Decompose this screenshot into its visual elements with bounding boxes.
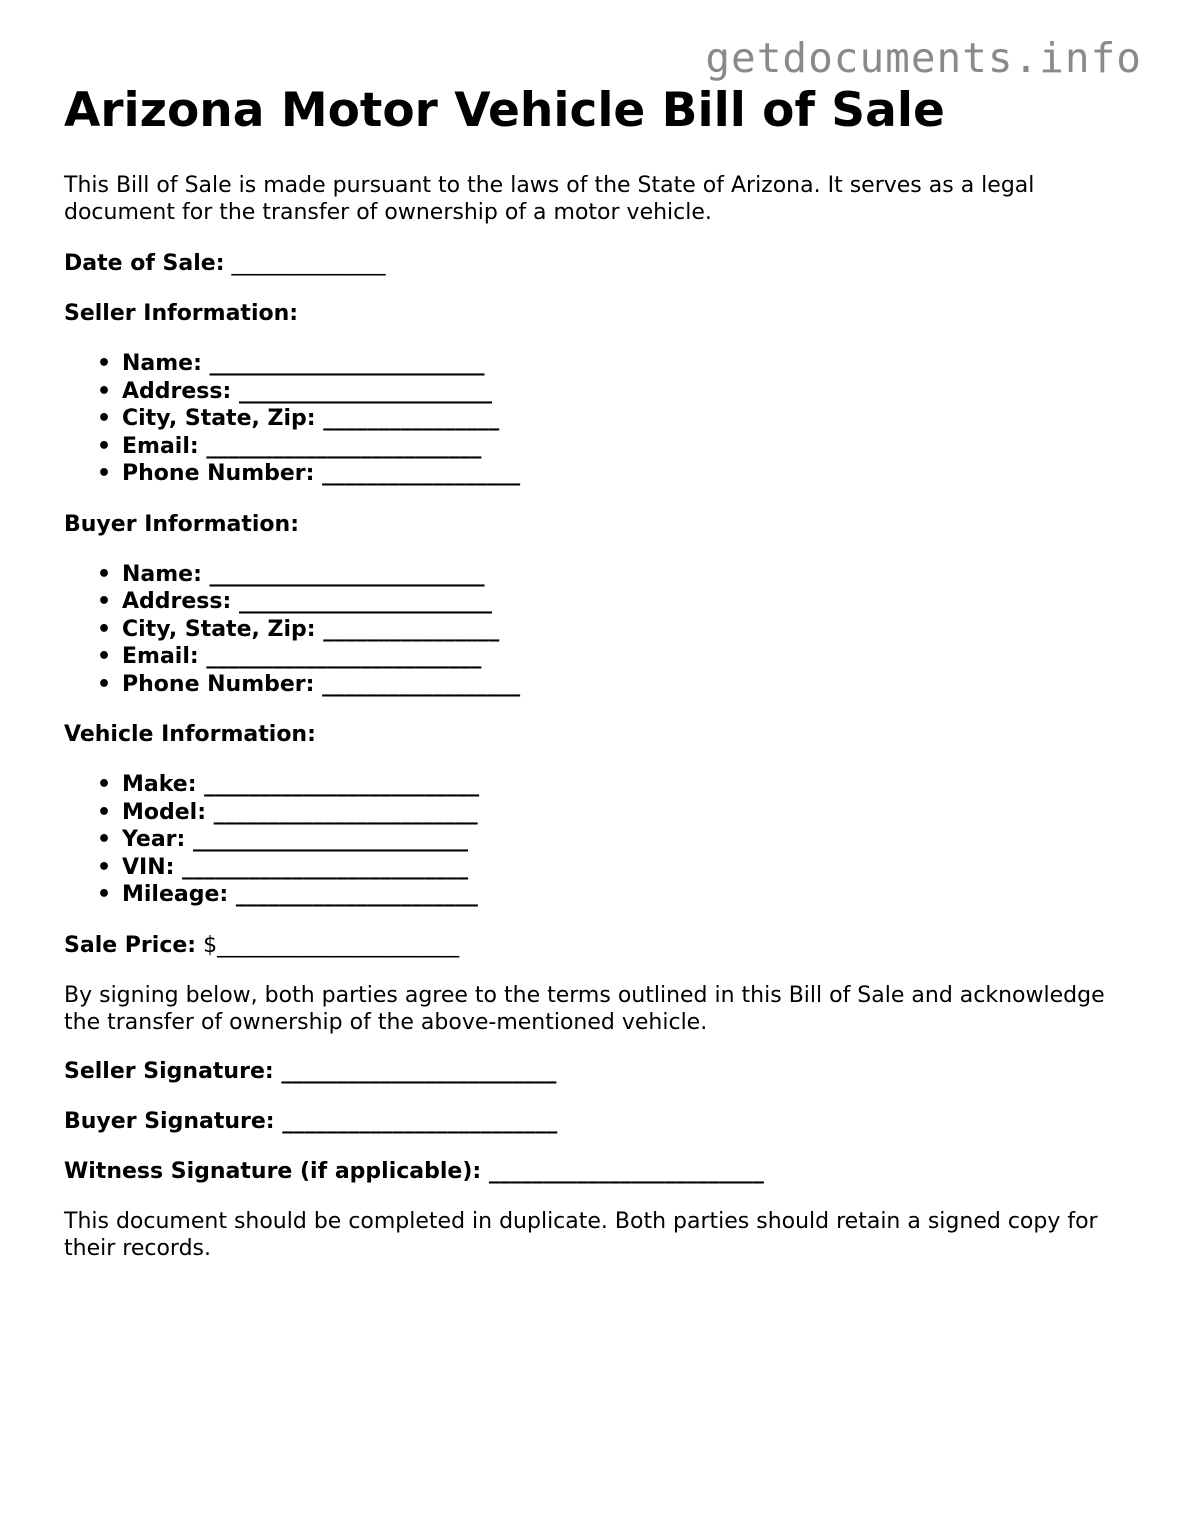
- date-of-sale-blank[interactable]: ______________: [224, 251, 386, 277]
- buyer-name-field[interactable]: • Name: _________________________: [122, 561, 1124, 589]
- vehicle-make-field[interactable]: • Make: _________________________: [122, 771, 1124, 799]
- buyer-email-field[interactable]: • Email: _________________________: [122, 643, 1124, 671]
- seller-phone-field[interactable]: • Phone Number: __________________: [122, 460, 1124, 488]
- seller-heading: Seller Information:: [64, 301, 299, 327]
- buyer-list: [64, 561, 1124, 699]
- buyer-address-field[interactable]: • Address: _______________________: [122, 588, 1124, 616]
- seller-address-field[interactable]: • Address: _______________________: [122, 378, 1124, 406]
- watermark: getdocuments.info: [705, 34, 1142, 82]
- buyer-signature-field[interactable]: Buyer Signature: _________________________: [64, 1108, 558, 1134]
- seller-city-state-zip-field[interactable]: • City, State, Zip: ________________: [122, 405, 1124, 433]
- intro-paragraph: This Bill of Sale is made pursuant to the laws of the State of Arizona. It serves as a legal document for the transfer of ownership of a motor vehicle.: [64, 173, 1035, 226]
- seller-email-field[interactable]: • Email: _________________________: [122, 433, 1124, 461]
- document-page: [64, 84, 1124, 1284]
- vehicle-list: [64, 771, 1124, 909]
- sale-price-label: Sale Price:: [64, 932, 197, 958]
- witness-signature-field[interactable]: Witness Signature (if applicable): _________________________: [64, 1158, 764, 1184]
- vehicle-year-field[interactable]: • Year: _________________________: [122, 826, 1124, 854]
- sale-price-field[interactable]: [64, 932, 1124, 959]
- agreement-paragraph: By signing below, both parties agree to the terms outlined in this Bill of Sale and acknowledge the transfer of ownership of the above-mentioned vehicle.: [64, 982, 1105, 1035]
- sale-price-blank[interactable]: $______________________: [196, 932, 460, 958]
- vehicle-model-field[interactable]: • Model: ________________________: [122, 799, 1124, 827]
- vehicle-heading: Vehicle Information:: [64, 722, 316, 748]
- closing-paragraph: This document should be completed in duplicate. Both parties should retain a signed copy for their records.: [64, 1208, 1098, 1261]
- buyer-phone-field[interactable]: • Phone Number: __________________: [122, 671, 1124, 699]
- page-title: Arizona Motor Vehicle Bill of Sale: [64, 83, 945, 138]
- buyer-city-state-zip-field[interactable]: • City, State, Zip: ________________: [122, 616, 1124, 644]
- seller-list: [64, 350, 1124, 488]
- date-of-sale-label: Date of Sale:: [64, 251, 225, 277]
- seller-name-field[interactable]: • Name: _________________________: [122, 350, 1124, 378]
- date-of-sale-field[interactable]: [64, 250, 1124, 277]
- vehicle-mileage-field[interactable]: • Mileage: ______________________: [122, 881, 1124, 909]
- vehicle-vin-field[interactable]: • VIN: __________________________: [122, 854, 1124, 882]
- buyer-heading: Buyer Information:: [64, 511, 299, 537]
- seller-signature-field[interactable]: Seller Signature: _________________________: [64, 1058, 557, 1084]
